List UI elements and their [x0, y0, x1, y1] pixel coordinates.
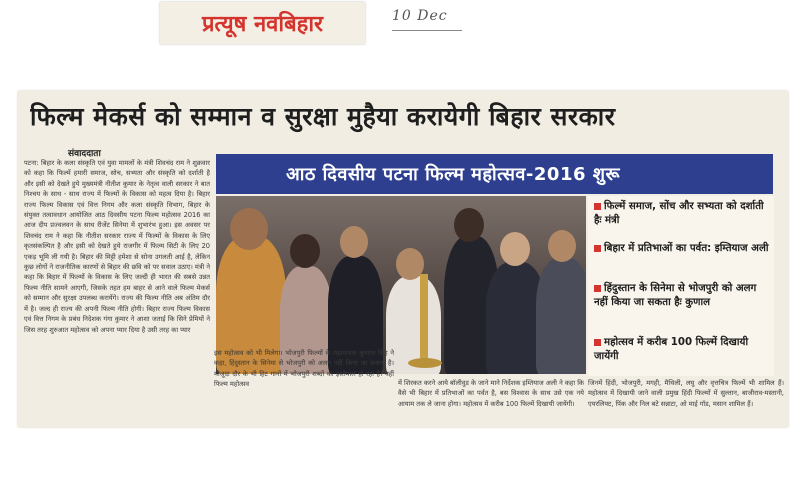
bullet-square-icon [594, 285, 601, 292]
highlight-item-2: बिहार में प्रतिभाओं का पर्वत: इम्तियाज अली [594, 242, 770, 256]
photo-lamp-base [408, 358, 442, 368]
highlight-item-3: हिंदुस्तान के सिनेमा से भोजपुरी को अलग नहीं किया जा सकता हैः कुणाल [594, 283, 757, 308]
bullet-square-icon [594, 245, 601, 252]
article-column-3: में शिरकत करने आये बॉलीवुड के जाने माने निर्देशक इम्तियाज अली ने कहा कि वैसे भी बिहार में प्रतिभाओं का पर्वत है, बस विश्वास के साथ उसे एक नये आयाम तक ले जाना होगा। महोत्सव में करीब 100 फिल्में दिखायी जायेंगी। [398, 379, 584, 408]
photo-head-6 [500, 232, 530, 266]
handwritten-date: 10 Dec [392, 8, 448, 24]
bullet-square-icon [594, 339, 601, 346]
article-byline: संवाददाता [68, 149, 101, 159]
handwritten-underline [392, 30, 462, 31]
photo-head-3 [340, 226, 368, 258]
highlight-item-1: फिल्में समाज, सोंच और सभ्यता को दर्शाती हैः मंत्री [594, 201, 764, 226]
photo-brass-lamp [420, 274, 428, 366]
highlights-box [588, 196, 774, 376]
masthead-title: प्रत्यूष नवबिहार [201, 12, 324, 37]
photo-head-7 [548, 230, 576, 262]
photo-head-1 [230, 208, 268, 250]
photo-person-7 [536, 258, 586, 374]
photo-head-2 [290, 234, 320, 268]
article-column-4: जिनमें हिंदी, भोजपुरी, मगही, मैथिली, लघु और वृत्तचित्र फिल्में भी शामिल हैं। महोत्सव में दिखायी जाने वाली प्रमुख हिंदी फिल्मों में सुल्तान, बाजीराव-मस्तानी, एयरलिफ्ट, पिंक और निल बटे सन्नाटा, ओ माई गॉड, मसान शामिल हैं। [588, 379, 784, 408]
article-column-2: इस महोत्सव को भी मिलेगा। भोजपुरी फिल्मों के महानायक कुणाल सिंह ने कहा, हिंदुस्तान के सिनेमा से भोजपुरी को अलग नहीं किया जा सकता है। मौजूदा दौर के भी हिट गानों में भोजपुरी शब्दों का इस्तेमाल हो रहा है। वहीं फिल्म महोत्सव [214, 349, 394, 389]
article-column-1: पटना: बिहार के कला संस्कृति एवं युवा मामलों के मंत्री शिवचंद राम ने शुक्रवार को कहा कि फिल्में हमारी समाज, सोच, सभ्यता और संस्कृति को दर्शाती है और इसी को देखते हुये मुख्यमंत्री नीतीश कुमार के नेतृत्व वाली सरकार ने बात निश्चय के साथ - साथ राज्य में फिल्मों के विकास को महत्व दिया है। बिहार राज्य फिल्म विकास एवं वित्त निगम और कला संस्कृति विभाग, बिहार के संयुक्त तत्वावधान आयोजित आठ दिवसीय पटना फिल्म महोत्सव 2016 का आज दीप प्रज्वलवन के साथ रीजेंट सिनेमा में शुभारंभ हुआ। इस अवसर पर शिवचंद राम ने कहा कि नीतीश सरकार राज्य में फिल्मों के विकास के लिए कृतसंकल्पित है और इसी को देखते हुये राजगीर में फिल्म सिटी के लिए 20 एकड़ भूमि ली गयी है। बिहार की मिट्टी हमेशा से सोना उगलती आई है, लेकिन कुछ लोगों ने राजनीतिक कारणों से बिहार की छवि को पर सवाल उठाए। मंत्री ने कहा कि बिहार में फिल्मों के विकास के लिए जल्दी ही भारत की सबसे उन्नत फिल्म नीति सामने आएगी, जिसके तहत हम बाहर से आने वाले फिल्म मेकर्स को सम्मान और सुरक्षा उपलब्ध करायेंगे। राज्य की फिल्म नीति अब अंतिम दौर में है। जल्द ही राज्य की अपनी फिल्म नीति होगी। बिहार राज्य फिल्म विकास एवं वित्त निगम के प्रबंध निदेशक गंगा कुमार ने आशा जताई कि सिने प्रेमियों ने जिस तरह शुरुआत महोत्सव को अपना प्यार दिया है उसी तरह का प्यार [24, 159, 210, 334]
highlight-item-4: महोत्सव में करीब 100 फिल्में दिखायी जायेंगी [594, 337, 749, 362]
banner-text: आठ दिवसीय पटना फिल्म महोत्सव-2016 शुरू [286, 164, 620, 185]
photo-head-5 [454, 208, 484, 242]
bullet-square-icon [594, 203, 601, 210]
masthead-clipping [160, 2, 365, 44]
festival-banner [216, 154, 773, 194]
article-headline: फिल्म मेकर्स को सम्मान व सुरक्षा मुहैया करायेगी बिहार सरकार [30, 102, 616, 131]
